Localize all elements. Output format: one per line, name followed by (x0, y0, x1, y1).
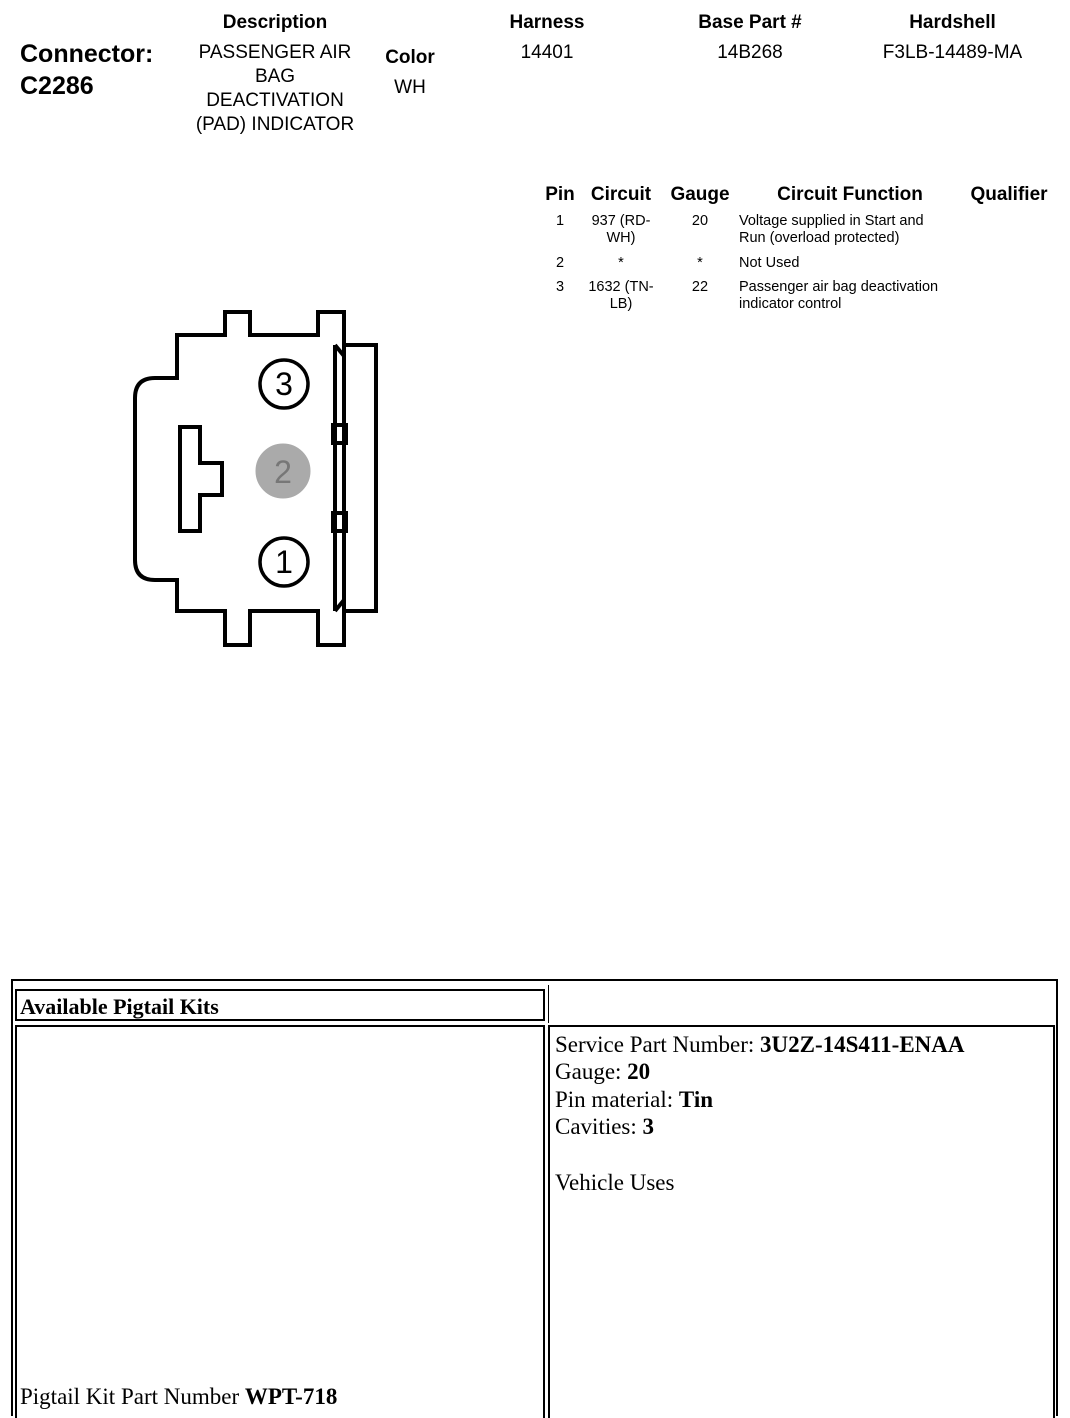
circuit-header: Circuit (590, 184, 652, 205)
description-line: PASSENGER AIR (198, 42, 352, 63)
pin-circuit-line: 1632 (TN- (588, 279, 654, 295)
cavities (256, 360, 310, 586)
pin-function (739, 279, 969, 313)
pin-circuit-line: 937 (RD- (591, 213, 651, 229)
pin-material-line (555, 1086, 713, 1113)
service-part-value: 3U2Z-14S411-ENAA (760, 1032, 965, 1057)
color-value: WH (394, 77, 426, 98)
key-tab (180, 427, 222, 531)
kit-part-label: Pigtail Kit Part Number (20, 1384, 245, 1409)
pin-function-line: indicator control (739, 296, 842, 312)
pin-gauge: 22 (691, 279, 709, 295)
qualifier-header: Qualifier (970, 184, 1048, 205)
pin-function-line: Run (overload protected) (739, 230, 900, 246)
vehicle-uses-label: Vehicle Uses (555, 1170, 675, 1195)
description-line: DEACTIVATION (206, 90, 344, 111)
description-line: (PAD) INDICATOR (195, 114, 355, 135)
connector-title (20, 38, 153, 102)
pigtail-details-box (548, 1025, 1055, 1418)
cavities-line (555, 1113, 654, 1140)
pin-header: Pin (545, 184, 575, 205)
pigtail-kits-title: Available Pigtail Kits (20, 994, 219, 1019)
service-part-line (555, 1031, 965, 1058)
pin-circuit (584, 213, 658, 247)
latch-tab-upper (333, 425, 346, 443)
cavity-2 (256, 444, 310, 498)
base-part-header: Base Part # (698, 12, 802, 33)
pin-circuit-line: LB) (609, 296, 633, 312)
pin-number: 1 (555, 213, 565, 229)
pin-gauge: * (697, 255, 703, 271)
kit-part-value: WPT-718 (244, 1384, 338, 1409)
pin-number: 2 (555, 255, 565, 271)
harness-value: 14401 (520, 42, 574, 63)
gauge-value: 20 (627, 1059, 651, 1084)
pin-function-line: Not Used (739, 255, 800, 271)
pin-number: 3 (555, 279, 565, 295)
pin-gauge: 20 (691, 213, 709, 229)
cavities-label: Cavities: (555, 1114, 643, 1139)
connector-label: Connector: (20, 40, 154, 68)
description-line: BAG (254, 66, 296, 87)
cavity-3 (260, 360, 308, 408)
pin-circuit-line: WH) (606, 230, 636, 246)
pin-circuit (584, 279, 658, 313)
pigtail-image-box (15, 1025, 545, 1418)
pin-function-line: Voltage supplied in Start and (739, 213, 924, 229)
hardshell-header: Hardshell (909, 12, 996, 33)
harness-header: Harness (509, 12, 585, 33)
pin-function-line: Passenger air bag deactivation (739, 279, 939, 295)
connector-face-diagram (120, 300, 390, 660)
connector-housing-outline (135, 312, 376, 645)
pigtail-kits-title-box (15, 989, 545, 1021)
cavity-label: 2 (274, 454, 292, 490)
service-part-label: Service Part Number: (555, 1032, 761, 1057)
base-part-value: 14B268 (717, 42, 783, 63)
cavities-value: 3 (642, 1114, 655, 1139)
gauge-label: Gauge: (555, 1059, 628, 1084)
pin-function (739, 213, 969, 247)
gauge-header: Gauge (670, 184, 730, 205)
color-header: Color (385, 47, 435, 68)
description-value (180, 41, 370, 137)
cavity-1 (260, 538, 308, 586)
pigtail-kit-part-number (20, 1384, 337, 1410)
pin-circuit (584, 255, 658, 272)
pin-circuit-line: * (618, 255, 624, 271)
pin-material-value: Tin (678, 1087, 714, 1112)
description-header: Description (222, 12, 328, 33)
cavity-label: 1 (275, 544, 293, 580)
function-header: Circuit Function (777, 184, 923, 205)
divider (548, 985, 549, 1023)
gauge-line (555, 1058, 650, 1085)
pin-function (739, 255, 969, 272)
latch-tab-lower (333, 513, 346, 531)
pin-material-label: Pin material: (555, 1087, 679, 1112)
hardshell-value: F3LB-14489-MA (882, 42, 1023, 63)
cavity-label: 3 (275, 366, 293, 402)
connector-id: C2286 (20, 72, 94, 100)
